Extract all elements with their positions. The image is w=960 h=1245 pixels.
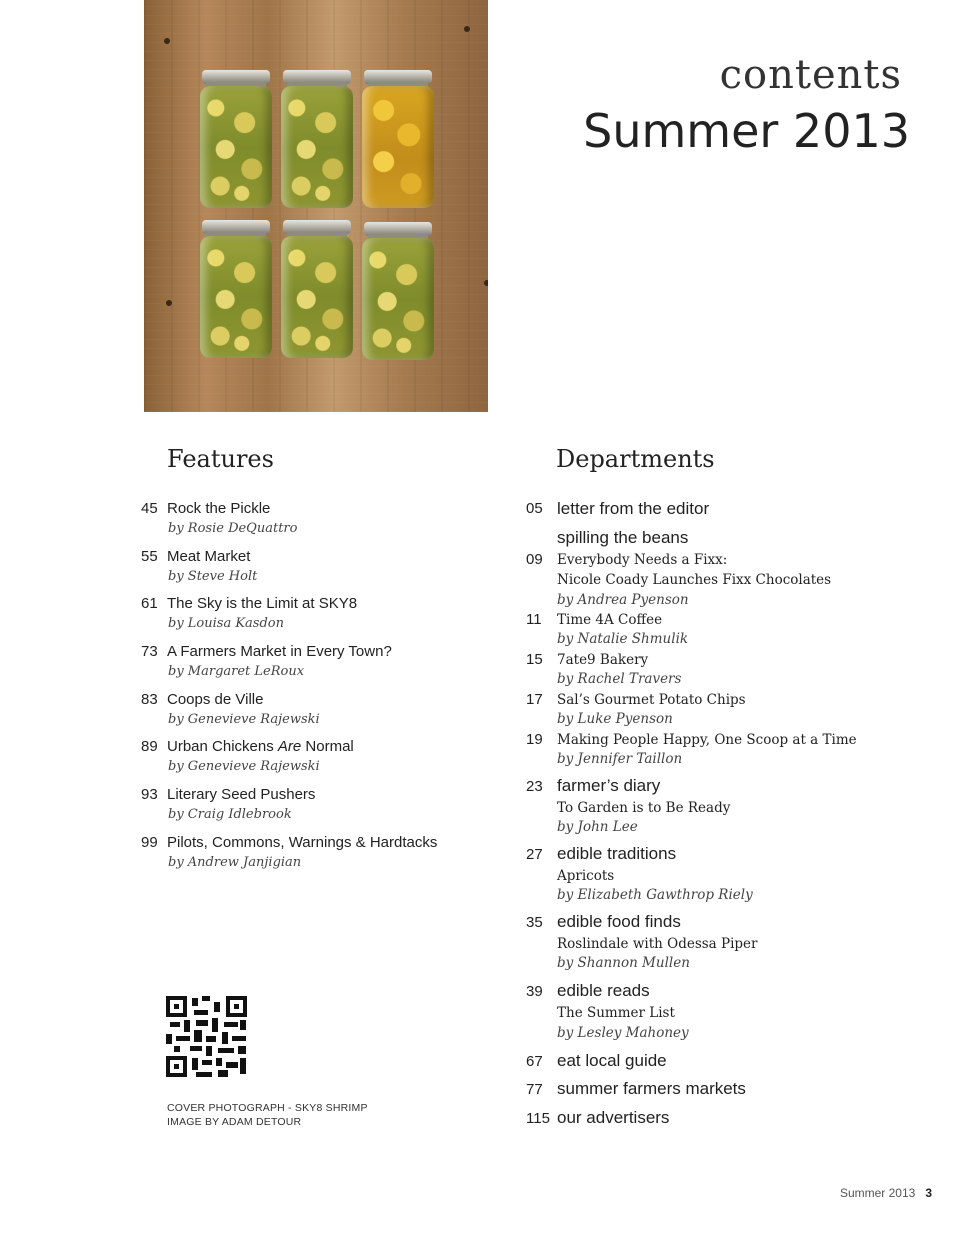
feature-item[interactable] xyxy=(141,548,501,596)
page-number: 05 xyxy=(526,500,543,517)
feature-byline: by Louisa Kasdon xyxy=(168,616,284,632)
feature-title: A Farmers Market in Every Town? xyxy=(167,643,392,661)
dept-byline: by Andrea Pyenson xyxy=(557,592,689,608)
departments-heading: Departments xyxy=(556,445,715,473)
feature-item[interactable] xyxy=(141,500,501,548)
feature-title: Rock the Pickle xyxy=(167,500,271,517)
dept-subtitle: The Summer List xyxy=(557,1005,675,1021)
feature-item[interactable] xyxy=(141,691,501,739)
dept-title[interactable]: edible traditions xyxy=(557,844,677,863)
page-number: 45 xyxy=(141,500,158,517)
page-number: 77 xyxy=(526,1081,543,1098)
dept-title[interactable]: edible reads xyxy=(557,981,650,1000)
page-title: Summer 2013 xyxy=(583,104,910,158)
feature-byline: by Genevieve Rajewski xyxy=(168,759,320,775)
dept-title[interactable]: summer farmers markets xyxy=(557,1079,746,1098)
feature-byline: by Genevieve Rajewski xyxy=(168,711,320,727)
page-number: 73 xyxy=(141,643,158,661)
page-number: 67 xyxy=(526,1053,543,1070)
page-number: 15 xyxy=(526,651,543,668)
pickle-jar xyxy=(200,70,272,210)
page-number: 55 xyxy=(141,547,158,565)
page-number: 93 xyxy=(141,786,158,804)
feature-item[interactable] xyxy=(141,786,501,834)
page-number: 3 xyxy=(925,1186,932,1200)
cover-photo-pickle-jars xyxy=(144,0,488,412)
page-number: 27 xyxy=(526,846,543,863)
qr-code[interactable] xyxy=(166,996,247,1077)
page-number: 115 xyxy=(526,1110,550,1127)
pickle-jar xyxy=(362,70,434,210)
feature-title: Coops de Ville xyxy=(167,690,264,708)
feature-item[interactable] xyxy=(141,595,501,643)
dept-subtitle: Apricots xyxy=(557,868,615,884)
feature-byline: by Andrew Janjigian xyxy=(168,854,302,870)
page-number: 39 xyxy=(526,983,543,1000)
features-heading: Features xyxy=(167,445,274,473)
feature-byline: by Rosie DeQuattro xyxy=(168,521,298,536)
dept-title[interactable]: eat local guide xyxy=(557,1051,667,1070)
dept-byline: by Natalie Shmulik xyxy=(557,631,689,647)
dept-title[interactable]: edible food finds xyxy=(557,912,681,931)
page-number: 11 xyxy=(526,611,542,628)
page-number: 19 xyxy=(526,731,543,748)
cover-credit: COVER PHOTOGRAPH - SKY8 SHRIMP xyxy=(167,1102,368,1114)
dept-title[interactable]: farmer’s diary xyxy=(557,776,661,795)
dept-subtitle[interactable]: 7ate9 Bakery xyxy=(557,652,649,668)
dept-byline: by Luke Pyenson xyxy=(557,711,673,727)
feature-byline: by Craig Idlebrook xyxy=(168,807,292,823)
dept-title[interactable]: our advertisers xyxy=(557,1108,670,1127)
page-footer xyxy=(840,1186,932,1200)
dept-subtitle: To Garden is to Be Ready xyxy=(557,800,731,816)
page-number: 89 xyxy=(141,738,158,756)
nail xyxy=(166,300,172,306)
pickle-jar xyxy=(281,220,353,360)
feature-title: The Sky is the Limit at SKY8 xyxy=(167,595,358,613)
feature-title: Meat Market xyxy=(167,547,251,565)
page-number: 17 xyxy=(526,691,543,708)
dept-byline: by Lesley Mahoney xyxy=(557,1025,689,1041)
page-number: 99 xyxy=(141,833,158,851)
dept-subtitle: Roslindale with Odessa Piper xyxy=(557,936,758,952)
feature-byline: by Steve Holt xyxy=(168,568,258,584)
dept-subtitle[interactable]: Sal’s Gourmet Potato Chips xyxy=(557,692,746,708)
nail xyxy=(484,280,488,286)
page-number: 35 xyxy=(526,914,543,931)
dept-subtitle[interactable]: Making People Happy, One Scoop at a Time xyxy=(557,732,857,748)
feature-item[interactable] xyxy=(141,738,501,786)
feature-item[interactable] xyxy=(141,834,501,882)
page-number: 83 xyxy=(141,690,158,708)
pickle-jar xyxy=(200,220,272,360)
feature-title: Urban Chickens Are Normal xyxy=(167,738,354,756)
features-list xyxy=(141,500,501,882)
dept-title[interactable]: spilling the beans xyxy=(557,528,689,547)
section-word: contents xyxy=(719,52,902,98)
dept-byline: by Shannon Mullen xyxy=(557,955,690,971)
feature-item[interactable] xyxy=(141,643,501,691)
dept-title[interactable]: letter from the editor xyxy=(557,499,710,518)
page-number: 61 xyxy=(141,595,158,613)
feature-title: Pilots, Commons, Warnings & Hardtacks xyxy=(167,833,438,851)
dept-subtitle: Nicole Coady Launches Fixx Chocolates xyxy=(557,572,832,588)
feature-byline: by Margaret LeRoux xyxy=(168,664,305,680)
dept-byline: by Jennifer Taillon xyxy=(557,751,683,767)
image-credit: IMAGE BY ADAM DETOUR xyxy=(167,1116,302,1128)
feature-title: Literary Seed Pushers xyxy=(167,786,316,804)
nail xyxy=(164,38,170,44)
nail xyxy=(464,26,470,32)
dept-subtitle[interactable]: Everybody Needs a Fixx: xyxy=(557,552,728,568)
dept-byline: by Rachel Travers xyxy=(557,671,682,687)
page-number: 23 xyxy=(526,778,543,795)
dept-byline: by John Lee xyxy=(557,819,638,835)
footer-issue: Summer 2013 xyxy=(839,1186,916,1200)
pickle-jar xyxy=(362,222,434,362)
pickle-jar xyxy=(281,70,353,210)
dept-subtitle[interactable]: Time 4A Coffee xyxy=(557,612,663,628)
page-number: 09 xyxy=(526,551,543,568)
dept-byline: by Elizabeth Gawthrop Riely xyxy=(557,887,753,903)
